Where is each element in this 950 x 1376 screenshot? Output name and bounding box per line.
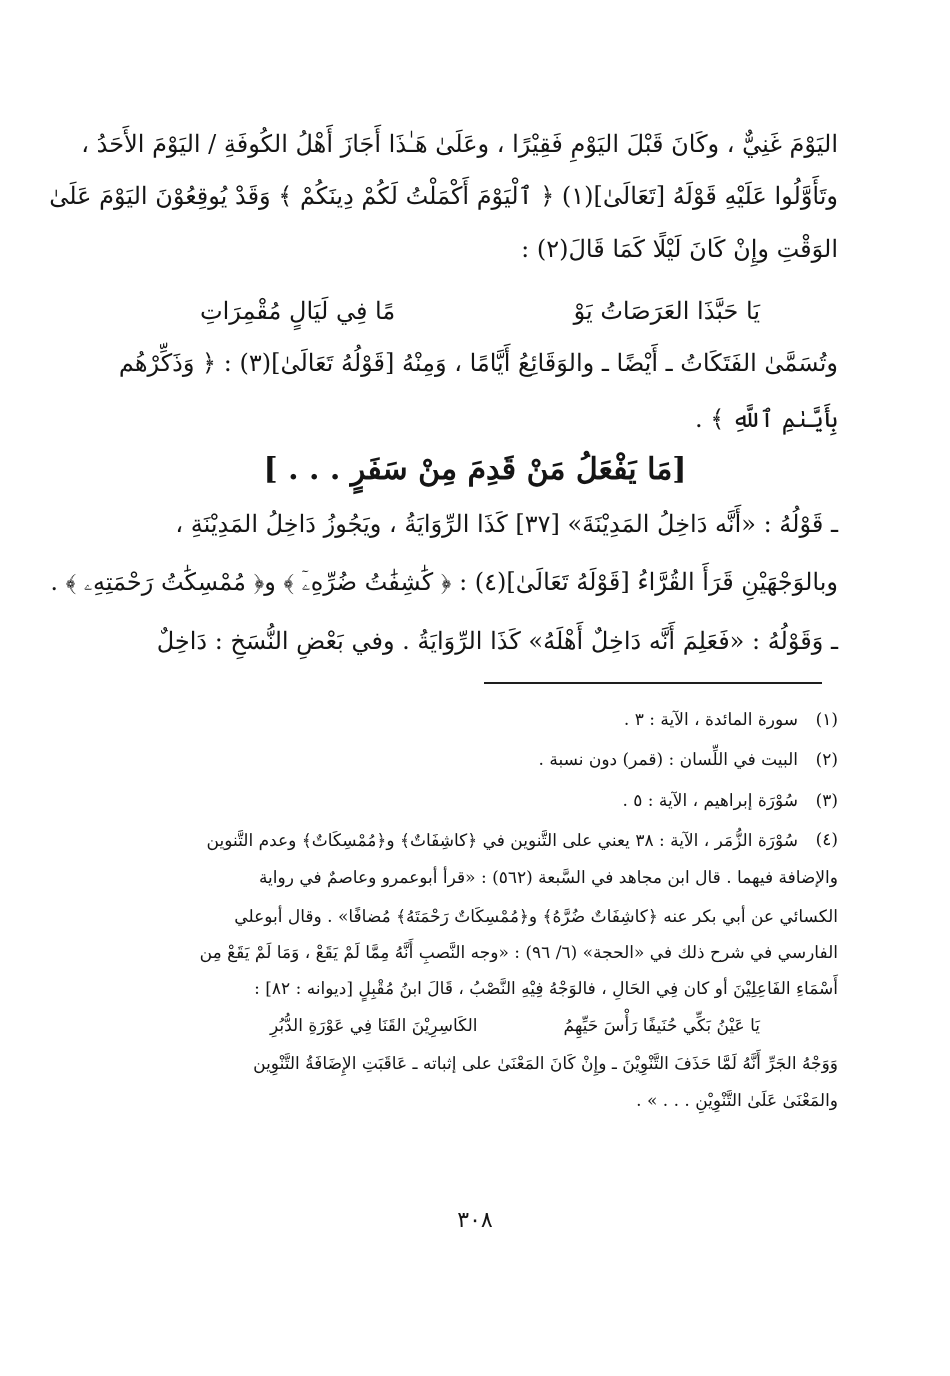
- body-line: وتُسَمَّىٰ الفَتَكَاتُ ـ أَيْضًا ـ والوَقَائِعُ أَيَّامًا ، وَمِنْهُ [قَوْلُهُ تَعَالَىٰ](٣) : ﴿ وَذَكِّرْهُم: [118, 349, 838, 377]
- body-line: بِأَيَّىٰمِ ٱللَّهِ ﴾ .: [694, 405, 838, 433]
- footnote-line: وَوَجْهُ الجَرِّ أَنَّهُ لَمَّا حَذَفَ التَّنْوِيْنَ ـ وإِنْ كَانَ المَعْنَىٰ على إثباته ـ عَاقَبَتِ الإِضَافَةُ التَّنْوِين: [253, 1054, 838, 1074]
- section-heading: [مَا يَفْعَلُ مَنْ قَدِمَ مِنْ سَفَرٍ . . . ]: [263, 452, 687, 487]
- verse-first-hemistich: يَا حَبَّذَا العَرَصَاتُ يَوْ: [573, 297, 760, 325]
- footnote-line: والمَعْنَىٰ عَلَىٰ التَّنْوِيْنِ . . . » .: [636, 1091, 838, 1111]
- footnote-text: سورة المائدة ، الآية : ٣ .: [623, 710, 798, 730]
- footnote-line: الكسائي عن أبي بكر عنه ﴿كاشِفَاتٌ ضُرَّهُ﴾ و﴿مُمْسِكَاتٌ رَحْمَتَهُ﴾ مُضافًا» . وقال أبوعلي: [234, 907, 838, 927]
- footnote: [112, 750, 838, 770]
- footnote-text: سُوْرَة إبراهيم ، الآية : ٥ .: [622, 791, 798, 811]
- footnote: [112, 791, 838, 811]
- footnote-line: أَسْمَاءِ الفَاعِلِيْنَ أو كان فِي الحَالِ ، فالوَجْهُ فِيْهِ النَّصْبُ ، قَالَ ابنُ مُقْبِلٍ [ديوانه : ٨٢] :: [254, 979, 838, 999]
- poetry-verse: [200, 297, 760, 325]
- footnote-verse: [270, 1016, 760, 1036]
- footnote: [112, 710, 838, 730]
- footnote-number: (٣): [815, 791, 838, 811]
- body-line: اليَوْمَ غَنِيٌّ ، وكَانَ قَبْلَ اليَوْمِ فَقِيْرًا ، وعَلَىٰ هَـٰذَا أَجَازَ أَهْلُ الكُوفَةِ / اليَوْمَ الأَحَدُ ،: [81, 130, 838, 158]
- footnote-number: (٢): [815, 750, 838, 770]
- body-line: وبالوَجْهَيْنِ قَرَأَ القُرَّاءُ [قَوْلَهُ تَعَالَىٰ](٤) : ﴿ كَٰشِفَٰتُ ضُرِّهِۦٓ ﴾ و﴿ مُمْسِكَٰتُ رَحْمَتِهِۦ ﴾ .: [50, 568, 838, 596]
- footnote-number: (١): [815, 710, 838, 730]
- footnote: [112, 830, 838, 851]
- footnote-number: (٤): [815, 830, 838, 850]
- page-number: ٣٠٨: [457, 1208, 493, 1233]
- footnote-text: سُوْرَة الزُّمَر ، الآية : ٣٨ يعني على التَّنوين في ﴿كاشِفَاتٌ﴾ و﴿مُمْسِكَاتٌ﴾ وعدم التَّنوين: [206, 831, 798, 851]
- verse-second-hemistich: مًا فِي لَيَالٍ مُقْمِرَاتِ: [200, 297, 396, 325]
- footnote-line: الفارسي في شرح ذلك في «الحجة» (٦/ ٩٦) : «وجه النَّصبِ أَنَّهُ مِمَّا لَمْ يَقَعْ ، وَمَا لَمْ يَقَعْ مِن: [199, 943, 838, 963]
- verse-first-hemistich: يَا عَيْنُ بَكِّي حُنَيفًا رَأْسَ حَيِّهِمُ: [563, 1016, 760, 1036]
- body-line: وتَأَوَّلُوا عَلَيْهِ قَوْلَهُ [تَعَالَىٰ](١) ﴿ ٱلْيَوْمَ أَكْمَلْتُ لَكُمْ دِينَكُمْ ﴾ وَقَدْ يُوقِعُوْنَ اليَوْمَ عَلَىٰ: [49, 182, 838, 210]
- footnote-line: والإضافة فيهما . قال ابن مجاهد في السَّبعة (٥٦٢) : «قرأ أبوعمرو وعاصمٌ في رواية: [258, 868, 838, 888]
- footnote-text: البيت في اللِّسان : (قمر) دون نسبة .: [538, 750, 798, 770]
- verse-second-hemistich: الكَاسِرِيْنَ القَنَا فِي عَوْرَةِ الدُّبُرِ: [270, 1016, 478, 1036]
- body-line: ـ قَوْلُهُ : «أَنَّه دَاخِلُ المَدِيْنَةَ» [٣٧] كَذَا الرِّوَايَةُ ، ويَجُوزُ دَاخِلُ المَدِيْنَةِ ،: [175, 510, 838, 538]
- body-line: الوَقْتِ وإِنْ كَانَ لَيْلًا كَمَا قَالَ(٢) :: [521, 235, 838, 263]
- footnote-separator: [484, 682, 822, 684]
- body-line: ـ وَقَوْلُهُ : «فَعَلِمَ أَنَّه دَاخِلٌ أَهْلَهُ» كَذَا الرِّوَايَةُ . وفي بَعْضِ النُّسَخِ : دَاخِلٌ: [156, 627, 838, 655]
